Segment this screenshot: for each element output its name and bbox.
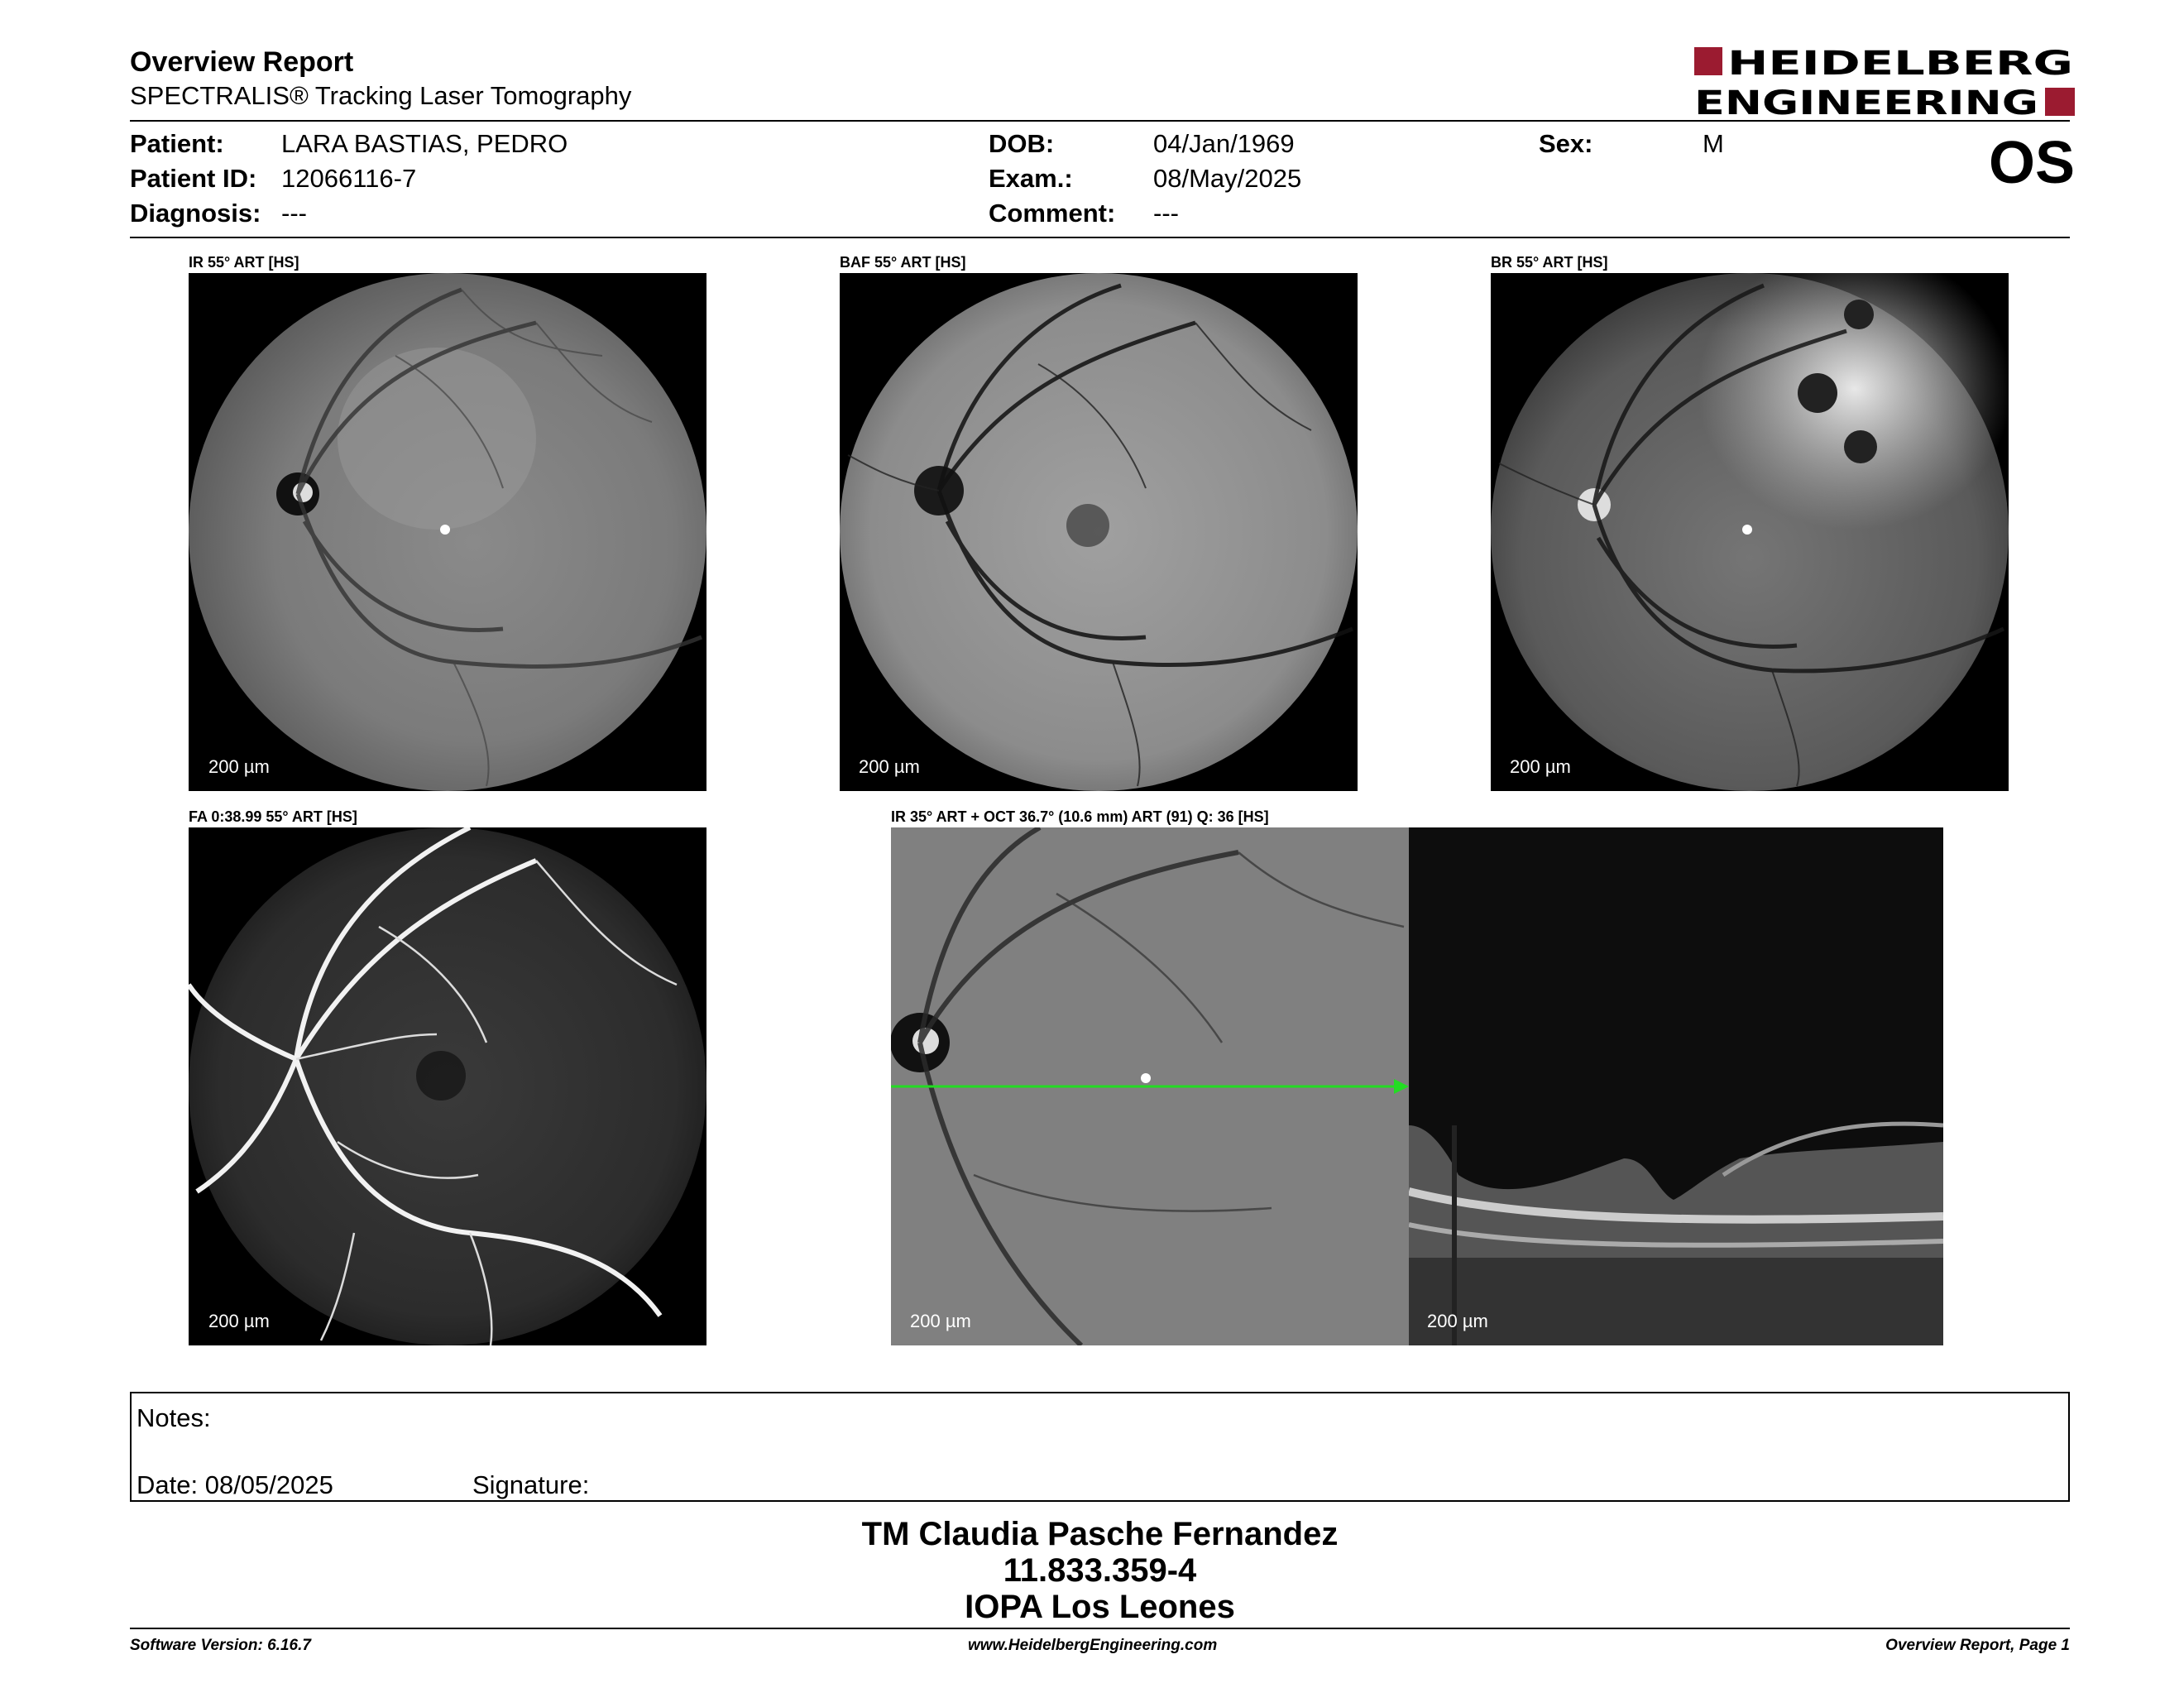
scale-label-ir35: 200 µm [910,1311,971,1331]
exam-value: 08/May/2025 [1153,164,1302,193]
logo-text-2: ENGINEERING [1694,84,2038,119]
scale-label-oct: 200 µm [1427,1311,1488,1331]
scale-label-baf: 200 µm [859,756,920,777]
comment-label: Comment: [989,199,1116,228]
notes-label: Notes: [136,1403,211,1432]
sex-label: Sex: [1539,129,1593,158]
notes-box [130,1392,2070,1502]
report-subtitle: SPECTRALIS® Tracking Laser Tomography [130,81,632,110]
image-caption-ir-oct: IR 35° ART + OCT 36.7° (10.6 mm) ART (91) Q: 36 [HS] [891,808,1269,825]
fundus-image-br [1491,273,2009,791]
fundus-image-baf [840,273,1358,791]
footer-rule [130,1628,2070,1629]
comment-value: --- [1153,199,1179,228]
patient-id: 12066116-7 [281,164,417,193]
notes-date: Date: 08/05/2025 [136,1470,333,1499]
patient-id-label: Patient ID: [130,164,257,193]
fundus-image-fa [189,827,706,1345]
page-indicator: Overview Report, Page 1 [1885,1637,2070,1654]
sex-value: M [1703,129,1724,158]
signatory-name: TM Claudia Pasche Fernandez [861,1516,1339,1552]
website-link[interactable]: www.HeidelbergEngineering.com [968,1637,1218,1654]
oct-scan-line [891,1076,1409,1097]
software-version: Software Version: 6.16.7 [130,1637,311,1654]
image-caption-fa: FA 0:38.99 55° ART [HS] [189,808,357,825]
image-caption-ir: IR 55° ART [HS] [189,254,299,271]
info-rule [130,237,2070,238]
patient-name: LARA BASTIAS, PEDRO [281,129,568,158]
signatory-org: IOPA Los Leones [965,1589,1235,1625]
report-title: Overview Report [130,46,354,78]
dob-value: 04/Jan/1969 [1153,129,1295,158]
scale-label-fa: 200 µm [208,1311,270,1331]
diagnosis-value: --- [281,199,307,228]
header-rule [130,120,2070,122]
signatory-id: 11.833.359-4 [1003,1552,1197,1589]
fundus-image-ir [189,273,706,791]
diagnosis-label: Diagnosis: [130,199,261,228]
scale-label-br: 200 µm [1510,756,1571,777]
oct-bscan-image [1409,827,1943,1345]
heidelberg-logo [1694,45,2075,119]
eye-indicator: OS [1989,130,2076,196]
logo-text-1: HEIDELBERG [1727,45,2073,83]
image-caption-br: BR 55° ART [HS] [1491,254,1608,271]
exam-label: Exam.: [989,164,1073,193]
scale-label-ir: 200 µm [208,756,270,777]
dob-label: DOB: [989,129,1055,158]
image-caption-baf: BAF 55° ART [HS] [840,254,966,271]
notes-signature: Signature: [472,1470,590,1499]
patient-label: Patient: [130,129,224,158]
